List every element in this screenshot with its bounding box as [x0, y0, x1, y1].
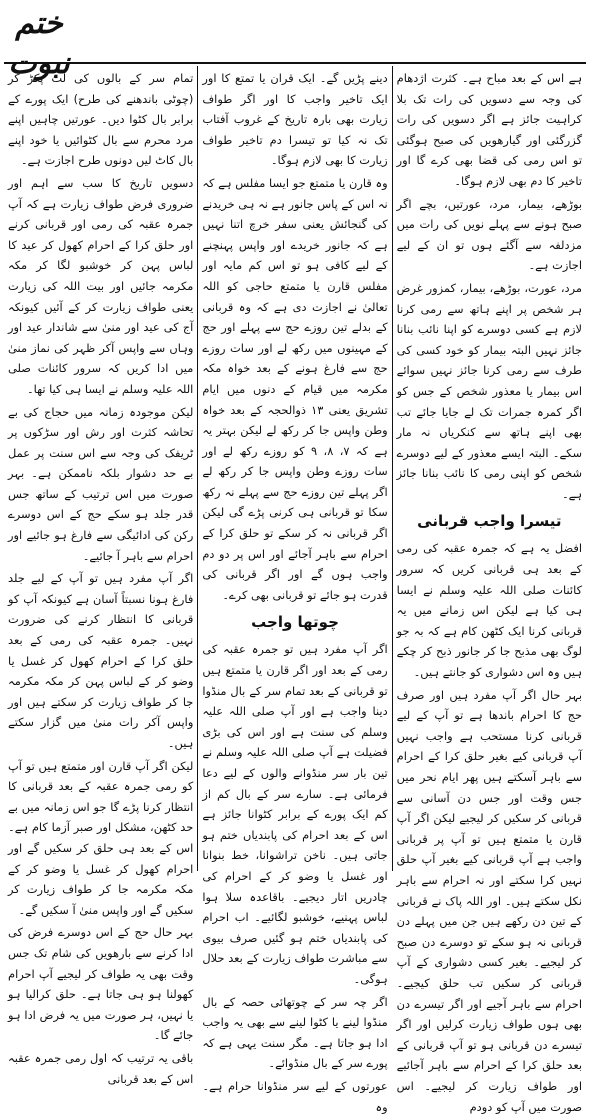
paragraph: دینے پڑیں گے۔ ایک قران یا تمتع کا اور ایک تاخیر واجب کا اور اگر طواف زیارت بھی بارہ تاریخ کے غروب آفتاب تک نہ کیا تو تیسرا دم تاخیر طواف زیارت کا بھی لازم ہوگا۔ [202, 71, 388, 168]
paragraph: اگر آپ مفرد ہیں تو جمرہ عقبہ کی رمی کے بعد اور اگر قارن یا متمتع ہیں تو قربانی کے بعد تمام سر کے بال منڈوا دینا واجب ہے اور آپ صلی اللہ علیہ وسلم کی سنت ہے اور اس کی بڑی فضیلت ہے آپ صلی اللہ علیہ وسلم نے تین بار سر منڈوانے والوں کے لیے دعا فرمائی ہے۔ سارے سر کے بال کم از کم ایک پورے کے برابر کٹوانا جائز ہے اس کے بعد احرام کی پابندیاں ختم ہو جاتی ہیں۔ ناخن تراشوانا، خط بنوانا اور غسل یا وضو کر کے احرام کی چادریں اتار دیجیے۔ باقاعدہ سلا ہوا لباس پہنیے، خوشبو لگائیے۔ اب احرام کی پابندیاں ختم ہو گئیں صرف بیوی سے مباشرت طواف زیارت کے بعد حلال ہوگی۔ [202, 642, 388, 986]
paragraph: افضل یہ ہے کہ جمرہ عقبہ کی رمی کے بعد ہی قربانی کریں کہ سرور کائنات صلی اللہ علیہ وسلم نے ایسا ہی کیا ہے لیکن اس زمانے میں یہ قربانی کرنا ایک کٹھن کام ہے کہ بہ جو لوگ بھی مذبح جا کر جانور ذبح کر چکے ہیں وہ اس دشواری کو جانتے ہیں۔ [396, 541, 582, 680]
paragraph: عورتوں کے لیے سر منڈوانا حرام ہے۔ وہ [202, 1078, 388, 1114]
text-columns [4, 66, 586, 1114]
paragraph: بہر حال اگر آپ مفرد ہیں اور صرف حج کا احرام باندھا ہے تو آپ کے لیے قربانی کرنا مستحب ہے واجب نہیں آپ قربانی کیے بغیر حلق کرا کے احرام سے باہر آسکتے ہیں پھر ایام نحر میں جس وقت اور جس دن آسانی سے قربانی کر سکیں کر لیجیے لیکن اگر آپ قارن یا متمتع ہیں تو آپ پر قربانی واجب ہے آپ قربانی کیے بغیر آپ حلق نہیں کرا سکتے اور نہ احرام سے باہر نکل سکتے ہیں۔ اور اللہ پاک نے قربانی کے تین دن رکھے ہیں جن میں پہلے دن قربانی نہ ہو سکے تو دوسرے دن صبح کر لیجیے۔ بغیر کسی دشواری کے آپ قربانی کر سکیں تب حلق کیجیے۔ احرام سے باہر آجیے اور اگر تیسرے دن بھی ہوں طواف زیارت کرلیں اور اگر تیسرے دن قربانی ہو تو آپ قربانی کے بعد حلق کرا کے احرام سے باہر آجائیے اور طواف زیارت کر لیجیے۔ اس صورت میں آپ کو دودم [396, 687, 582, 1114]
paragraph: مرد، عورت، بوڑھے، بیمار، کمزور غرض ہر شخص پر اپنے ہاتھ سے رمی کرنا لازم ہے کسی دوسرے کو اپنا نائب بنانا جائز نہیں البتہ بیمار کو خود کسی کی طرف سے رمی کرنا جائز نہیں سوائے اس بیمار یا معذور شخص کے جس کو اگر کمرہ جمرات تک لے جایا جائے تب بھی اپنے ہاتھ سے کنکریاں نہ مار سکے۔ البتہ ایسے معذور کے لیے دوسرے شخص کو اپنی رمی کا نائب بنانا جائز ہے۔ [396, 280, 582, 501]
section-heading: تیسرا واجب قربانی [417, 512, 562, 531]
header-rule [4, 62, 586, 64]
paragraph: دسویں تاریخ کا سب سے اہم اور ضروری فرض طواف زیارت ہے کہ آپ جمرہ عقبہ کی رمی اور قربانی کرنے اور حلق کرا کے احرام کھول کر عید کا لباس پہن کر خوشبو لگا کر مکہ مکرمہ جائیں اور بیت اللہ کی زیارت یعنی طواف زیارت کر کے آئیں کیونکہ آج کی عید اور منیٰ سے شاندار عید اور وہاں سے واپس آکر ظہر کی نماز منیٰ میں ادا کریں کہ سرور کائنات صلی اللہ علیہ وسلم نے ایسا ہی کیا تھا۔ [8, 175, 194, 396]
paragraph: بہر حال حج کے اس دوسرے فرض کی ادا کرنے سے بارھویں کی شام تک جس وقت بھی یہ طواف کر لیجیے آپ احرام کھولنا ہو ہی جاتا ہے۔ حلق کرالیا ہو یا نہیں، ہر صورت میں یہ فرض ادا ہو جائے گا۔ [8, 925, 194, 1043]
column-right [393, 66, 586, 1114]
paragraph: اگر آپ مفرد ہیں تو آپ کے لیے جلد فارغ ہونا نسبتاً آسان ہے کیونکہ آپ کو قربانی کا انتظار کرنے کی ضرورت نہیں۔ جمرہ عقبہ کی رمی کے بعد حلق کرا کے احرام کھول کر غسل یا وضو کر کے لباس پہن کر مکہ مکرمہ جا کر طواف زیارت کر سکتے ہیں اور واپس آکر رات منیٰ میں گزار سکتے ہیں۔ [8, 571, 194, 750]
paragraph: لیکن اگر آپ قارن اور متمتع ہیں تو آپ کو رمی جمرہ عقبہ کے بعد قربانی کا انتظار کرنا پڑے گا جو اس زمانہ میں بے حد کٹھن، مشکل اور صبر آزما کام ہے۔ اس کے بعد ہی حلق کر سکیں گے اور احرام کھول کر غسل یا وضو کر کے مکہ مکرمہ جا کر طواف زیارت کر سکیں گے اور واپس منیٰ آ سکیں گے۔ [8, 758, 194, 917]
paragraph: بوڑھے، بیمار، مرد، عورتیں، بچے اگر صبح ہونے سے پہلے نویں کی رات میں مزدلفہ سے آگئے ہوں تو ان کے لیے اجازت ہے۔ [396, 196, 582, 273]
column-left [4, 66, 197, 1086]
section-heading: چوتھا واجب [251, 613, 339, 632]
paragraph: باقی یہ ترتیب کہ اول رمی جمرہ عقبہ اس کے بعد قربانی [8, 1050, 194, 1086]
paragraph: وہ قارن یا متمتع جو ایسا مفلس ہے کہ نہ اس کے پاس جانور ہے نہ ہی خریدنے کی گنجائش یعنی سفر خرچ اتنا نہیں ہے کہ جانور خریدے اور واپس پہنچنے کے لیے کافی ہو تو اس کم مایہ اور مفلس قارن یا متمتع حاجی کو اللہ تعالیٰ نے اجازت دی ہے کہ وہ قربانی کے بدلے تین روزے حج سے پہلے اور حج کے مہینوں میں رکھ لے اور سات روزے حج سے فارغ ہونے کے بعد خواہ مکہ مکرمہ میں قیام کے دنوں میں ایام تشریق یعنی ۱۳ ذوالحجہ کے بعد خواہ وطن واپس جا کر رکھ لے لیکن بہتر یہ ہے کہ ۷، ۸، ۹ کو روزے رکھ لے اور سات روزے وطن واپس جا کر رکھ لے اگر پہلے تین روزے حج سے پہلے نہ رکھ سکا تو قربانی ہی کرنی پڑے گی لیکن اگر قربانی نہ کر سکے تو حلق کرا کے احرام سے باہر آجائے اور اس پر دو دم واجب ہوں گے اور اگر قربانی کی قدرت ہو جائے تو قربانی بھی کرے۔ [202, 175, 388, 602]
paragraph: اگر چہ سر کے چوتھائی حصہ کے بال منڈوا لینے یا کٹوا لینے سے بھی یہ واجب ادا ہو جاتا ہے۔ مگر سنت یہی ہے کہ پورے سر کے بال منڈوائے۔ [202, 994, 388, 1071]
magazine-logo: ختم نبوت [8, 6, 70, 81]
paragraph: ہے اس کے بعد مباح ہے۔ کثرت اژدھام کی وجہ سے دسویں کی رات تک بلا کراہیت جائز ہے اگر دسویں کی رات گزرگئی اور گیارھویں کی صبح ہوگئی تو اس رمی کی قضا بھی کرے گا اور تاخیر کا دم بھی لازم ہوگا۔ [396, 71, 582, 188]
paragraph: لیکن موجودہ زمانہ میں حجاج کی بے تحاشہ کثرت اور رش اور سڑکوں پر ٹریفک کی وجہ سے اس سنت پر عمل بے حد دشوار بلکہ ناممکن ہے۔ بہر صورت میں اس ترتیب کے ساتھ جس قدر جلد ہو سکے حج کے اس دوسرے رکن کی ادائیگی سے فارغ ہو جائیے اور احرام سے باہر آ جائیے۔ [8, 404, 194, 563]
paragraph: تمام سر کے بالوں کی لٹ پکڑ کر (چوٹی باندھنے کی طرح) ایک پورے کے برابر بال کٹوا دیں۔ عورتیں چاہیں اپنے مرد محرم سے بال کٹوائیں یا خود اپنے بال کاٹ لیں دونوں طرح اجازت ہے۔ [8, 71, 194, 168]
column-middle [198, 66, 391, 1114]
